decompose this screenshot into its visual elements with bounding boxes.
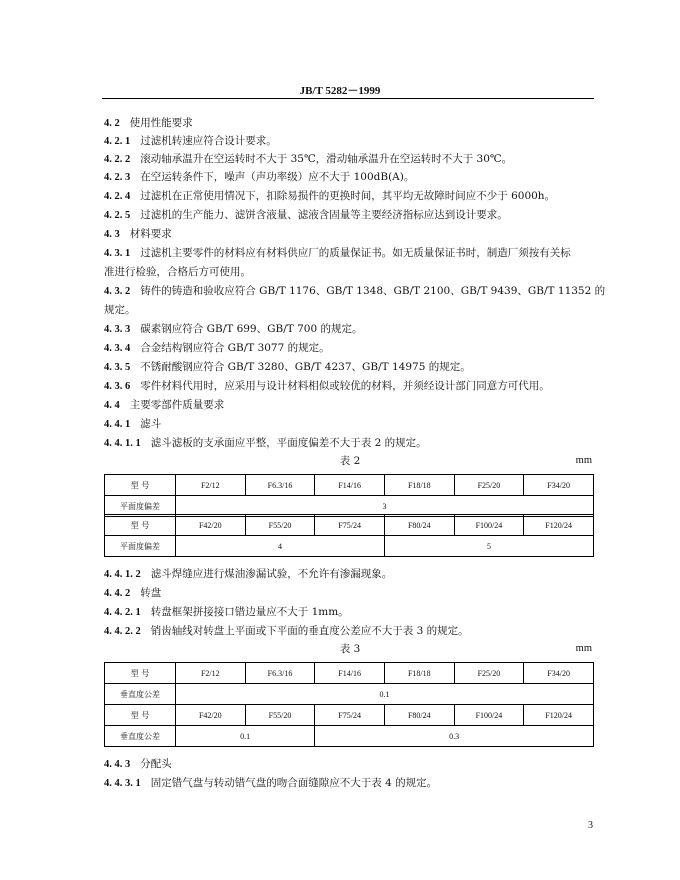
clause-number: 4. 4. 1. 1 <box>104 438 141 449</box>
clause-number: 4. 3. 1 <box>104 248 131 259</box>
table-cell: F6.3/16 <box>245 663 315 684</box>
table-3-unit: mm <box>575 643 592 654</box>
clause-line <box>104 379 596 394</box>
clause-number: 4. 3. 3 <box>104 324 131 335</box>
clause-text: 零件材料代用时，应采用与设计材料相似或较优的材料，并须经设计部门同意方可代用。 <box>140 380 550 392</box>
section-heading <box>104 398 596 413</box>
clause-number: 4. 3. 4 <box>104 343 131 354</box>
table-cell: 5 <box>384 536 593 557</box>
clause-number: 4. 3. 5 <box>104 362 131 373</box>
table-cell: F25/20 <box>454 663 524 684</box>
clause-line <box>104 776 596 791</box>
table-cell: 0.1 <box>176 684 594 705</box>
clause-number: 4. 4. 1 <box>104 419 131 430</box>
clause-text: 过滤机在正常使用情况下，扣除易损件的更换时间，其平均无故障时间应不少于 6000h。 <box>140 190 556 202</box>
table-row <box>105 684 594 705</box>
clause-line <box>104 567 596 582</box>
clause-line <box>104 757 596 772</box>
table-3-part-1 <box>104 662 594 705</box>
clause-line <box>104 208 596 223</box>
clause-line <box>104 605 596 620</box>
section-heading <box>104 227 596 242</box>
clause-text: 过滤机转速应符合设计要求。 <box>140 135 277 147</box>
clause-number: 4. 2. 4 <box>104 191 131 202</box>
table-cell: F80/24 <box>384 705 454 726</box>
clause-text: 销齿轴线对转盘上平面或下平面的垂直度公差应不大于表 3 的规定。 <box>150 625 469 637</box>
table-cell: F42/20 <box>176 705 246 726</box>
clause-text: 碳素钢应符合 GB/T 699、GB/T 700 的规定。 <box>140 323 363 335</box>
table-cell: F100/24 <box>454 705 524 726</box>
table-cell: F75/24 <box>315 705 385 726</box>
clause-number: 4. 4. 3 <box>104 759 131 770</box>
model-label: 型 号 <box>105 475 176 496</box>
page-number: 3 <box>588 820 593 831</box>
clause-line <box>104 189 596 204</box>
clause-number: 4. 2. 5 <box>104 210 131 221</box>
clause-line <box>104 134 596 149</box>
table-cell: 4 <box>176 536 385 557</box>
table-cell: F18/18 <box>384 475 454 496</box>
clause-text: 固定错气盘与转动错气盘的吻合面缝隙应不大于表 4 的规定。 <box>150 777 438 789</box>
clause-line <box>104 170 596 185</box>
clause-number: 4. 4 <box>104 400 120 411</box>
clause-text: 滤斗 <box>140 418 162 430</box>
clause-text: 滚动轴承温升在空运转时不大于 35℃，滑动轴承温升在空运转时不大于 30℃。 <box>140 153 513 165</box>
table-row <box>105 705 594 726</box>
clause-text: 主要零部件质量要求 <box>129 399 225 411</box>
clause-number: 4. 2 <box>104 118 120 129</box>
table-cell: F120/24 <box>524 515 594 536</box>
table-3-title: 表 3 <box>339 643 361 655</box>
clause-line <box>104 341 596 356</box>
value-label: 平面度偏差 <box>105 536 176 557</box>
clause-text: 转盘框架拼接接口错边量应不大于 1mm。 <box>150 606 349 618</box>
clause-line <box>104 624 596 639</box>
table-2-unit: mm <box>575 455 592 466</box>
clause-text: 转盘 <box>140 587 162 599</box>
table-row <box>105 663 594 684</box>
table-2-title: 表 2 <box>339 455 361 467</box>
document-header: JB/T 5282－1999 <box>299 85 381 97</box>
clause-text: 过滤机的生产能力、滤饼含液量、滤液含固量等主要经济指标应达到设计要求。 <box>140 209 508 221</box>
clause-continuation <box>104 303 596 317</box>
table-cell: F100/24 <box>454 515 524 536</box>
table-cell: F14/16 <box>315 663 385 684</box>
clause-number: 4. 3. 2 <box>104 286 131 297</box>
clause-number: 4. 2. 1 <box>104 136 131 147</box>
table-row <box>105 475 594 496</box>
table-cell: F2/12 <box>176 475 246 496</box>
clause-line <box>104 360 596 375</box>
table-row <box>105 515 594 536</box>
clause-line <box>104 322 596 337</box>
clause-number: 4. 4. 2. 1 <box>104 607 141 618</box>
table-cell: 3 <box>176 496 594 517</box>
clause-number: 4. 4. 3. 1 <box>104 778 141 789</box>
table-2-part-2 <box>104 514 594 557</box>
table-cell: 0.3 <box>315 726 594 747</box>
clause-number: 4. 4. 2. 2 <box>104 626 141 637</box>
clause-text: 在空运转条件下，噪声（声功率级）应不大于 100dB(A)。 <box>140 171 415 183</box>
table-cell: F75/24 <box>315 515 385 536</box>
value-label: 垂直度公差 <box>105 726 176 747</box>
model-label: 型 号 <box>105 515 176 536</box>
clause-number: 4. 2. 2 <box>104 154 131 165</box>
table-row <box>105 726 594 747</box>
model-label: 型 号 <box>105 663 176 684</box>
clause-number: 4. 3 <box>104 229 120 240</box>
clause-text: 不锈耐酸钢应符合 GB/T 3280、GB/T 4237、GB/T 14975 的规定。 <box>140 361 471 373</box>
table-cell: F25/20 <box>454 475 524 496</box>
model-label: 型 号 <box>105 705 176 726</box>
clause-text: 过滤机主要零件的材料应有材料供应厂的质量保证书。如无质量保证书时，制造厂须按有关标 <box>140 247 571 259</box>
clause-line <box>104 417 596 432</box>
clause-number: 4. 4. 2 <box>104 588 131 599</box>
clause-text: 分配头 <box>140 758 172 770</box>
table-cell: F80/24 <box>384 515 454 536</box>
table-cell: F120/24 <box>524 705 594 726</box>
clause-text: 材料要求 <box>129 228 172 240</box>
value-label: 平面度偏差 <box>105 496 176 517</box>
clause-number: 4. 2. 3 <box>104 172 131 183</box>
header-rule <box>102 98 594 99</box>
clause-line <box>104 246 596 261</box>
clause-text: 滤斗滤板的支承面应平整，平面度偏差不大于表 2 的规定。 <box>150 437 427 449</box>
table-cell: F55/20 <box>245 515 315 536</box>
table-cell: F34/20 <box>524 663 594 684</box>
value-label: 垂直度公差 <box>105 684 176 705</box>
table-row <box>105 536 594 557</box>
clause-text: 铸件的铸造和验收应符合 GB/T 1176、GB/T 1348、GB/T 2100、GB/T 9439、GB/T 11352 的 <box>140 285 606 297</box>
table-cell: F42/20 <box>176 515 246 536</box>
clause-line <box>104 116 596 131</box>
table-3-part-2 <box>104 704 594 747</box>
clause-line <box>104 436 596 451</box>
table-cell: F6.3/16 <box>245 475 315 496</box>
table-2-part-1 <box>104 474 594 517</box>
clause-text: 使用性能要求 <box>129 117 193 129</box>
clause-text: 合金结构钢应符合 GB/T 3077 的规定。 <box>140 342 330 354</box>
clause-number: 4. 4. 1. 2 <box>104 569 141 580</box>
clause-continuation <box>104 265 596 279</box>
clause-text: 规定。 <box>104 304 136 316</box>
table-cell: 0.1 <box>176 726 315 747</box>
clause-number: 4. 3. 6 <box>104 381 131 392</box>
clause-line <box>104 152 596 167</box>
table-cell: F14/16 <box>315 475 385 496</box>
table-cell: F18/18 <box>384 663 454 684</box>
clause-text: 准进行检验，合格后方可使用。 <box>104 266 251 278</box>
table-cell: F55/20 <box>245 705 315 726</box>
table-cell: F34/20 <box>524 475 594 496</box>
clause-text: 滤斗焊缝应进行煤油渗漏试验，不允许有渗漏现象。 <box>150 568 393 580</box>
clause-line <box>104 586 596 601</box>
clause-line <box>104 284 606 299</box>
table-cell: F2/12 <box>176 663 246 684</box>
